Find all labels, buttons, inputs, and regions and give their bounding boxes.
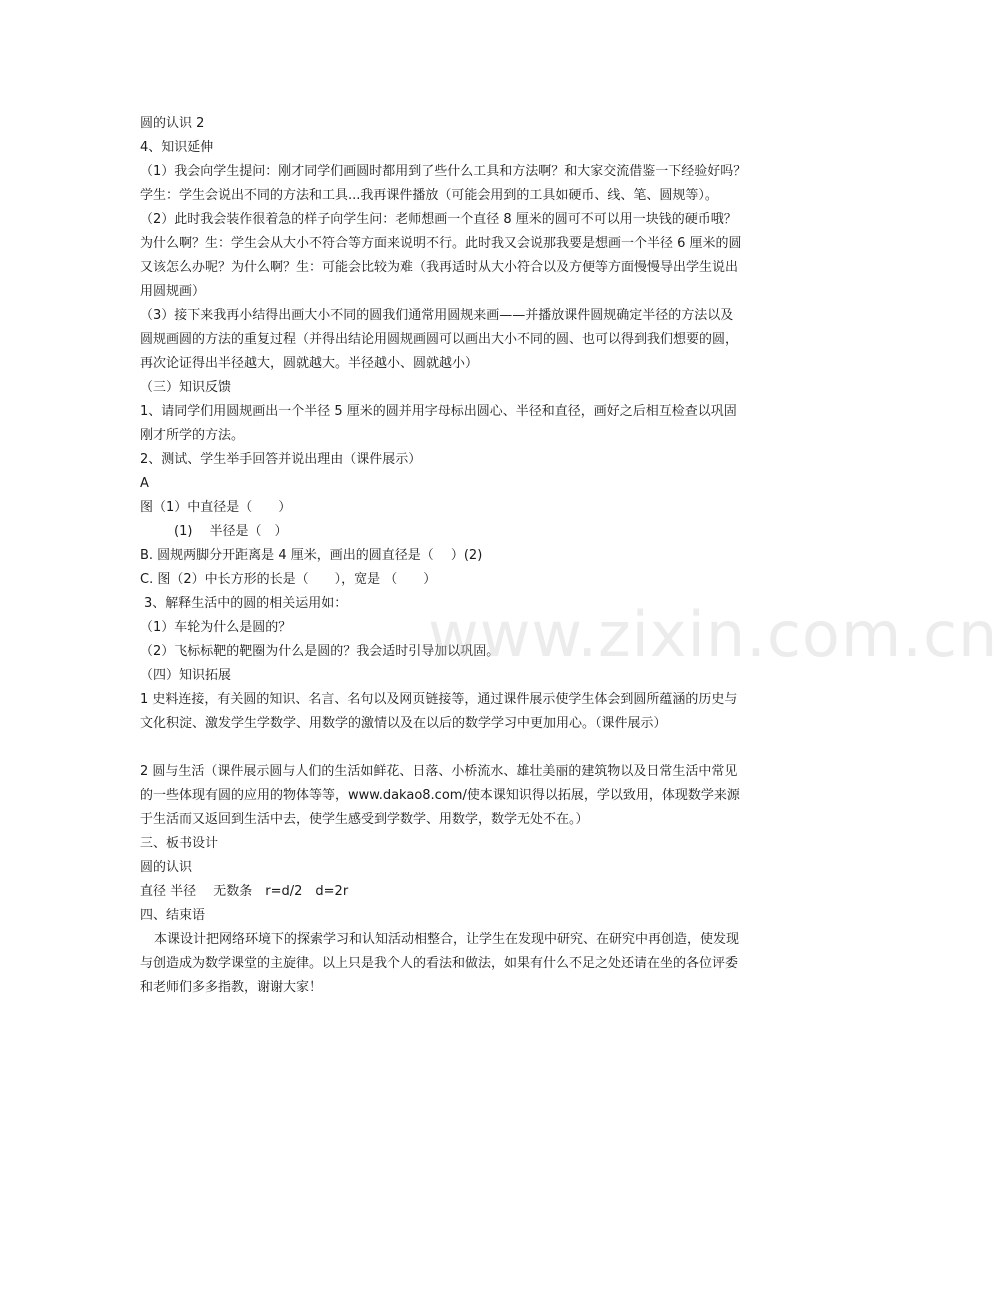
document-body	[140, 112, 788, 1000]
text-line: 刚才所学的方法。	[140, 428, 245, 443]
blank-line	[140, 736, 788, 760]
section-heading: （四）知识拓展	[140, 668, 232, 683]
text-line: 3、解释生活中的圆的相关运用如：	[144, 596, 348, 611]
text-line: (1) 半径是（ ）	[174, 524, 288, 539]
text-line: 图（1）中直径是（ ）	[140, 500, 292, 515]
text-line: （2）飞标标靶的靶圈为什么是圆的？我会适时引导加以巩固。	[140, 644, 500, 659]
text-line: 1 史料连接，有关圆的知识、名言、名句以及网页链接等，通过课件展示使学生体会到圆所蕴涵的历史与	[140, 692, 738, 707]
text-line: 文化积淀、激发学生学数学、用数学的激情以及在以后的数学学习中更加用心。（课件展示）	[140, 716, 667, 731]
section-heading: （三）知识反馈	[140, 380, 232, 395]
text-line: 1、请同学们用圆规画出一个半径 5 厘米的圆并用字母标出圆心、半径和直径，画好之后相互检查以巩固	[140, 404, 737, 419]
text-line: 圆的认识	[140, 860, 193, 875]
text-line: C. 图（2）中长方形的长是（ ），宽是 （ ）	[140, 572, 437, 587]
text-line: A	[140, 476, 149, 491]
text-line: 2 圆与生活（课件展示圆与人们的生活如鲜花、日落、小桥流水、雄壮美丽的建筑物以及日常生活中常见	[140, 764, 738, 779]
text-line: 为什么啊？生：学生会从大小不符合等方面来说明不行。此时我又会说那我要是想画一个半径 6 厘米的圆	[140, 236, 742, 251]
text-line: 2、测试、学生举手回答并说出理由（课件展示）	[140, 452, 422, 467]
watermark: www.zixin.com.cn	[428, 598, 998, 671]
text-line: （1）我会向学生提问：刚才同学们画圆时都用到了些什么工具和方法啊？和大家交流借鉴一下经验好吗？	[140, 164, 747, 179]
text-line: （3）接下来我再小结得出画大小不同的圆我们通常用圆规来画——并播放课件圆规确定半径的方法以及	[140, 308, 734, 323]
text-line: 学生：学生会说出不同的方法和工具...我再课件播放（可能会用到的工具如硬币、线、笔、圆规等）。	[140, 188, 718, 203]
text-line: 用圆规画）	[140, 284, 206, 299]
text-line: 与创造成为数学课堂的主旋律。以上只是我个人的看法和做法，如果有什么不足之处还请在坐的各位评委	[140, 956, 739, 971]
text-line: 再次论证得出半径越大，圆就越大。半径越小、圆就越小）	[140, 356, 479, 371]
text-line: 圆规画圆的方法的重复过程（并得出结论用圆规画圆可以画出大小不同的圆、也可以得到我们想要的圆，	[140, 332, 739, 347]
text-line: 和老师们多多指教，谢谢大家！	[140, 980, 323, 995]
section-heading: 三、板书设计	[140, 836, 219, 851]
text-line: 于生活而又返回到生活中去，使学生感受到学数学、用数学，数学无处不在。）	[140, 812, 589, 827]
text-line: （2）此时我会装作很着急的样子向学生问：老师想画一个直径 8 厘米的圆可不可以用一块钱的硬币哦？	[140, 212, 737, 227]
text-line: 的一些体现有圆的应用的物体等等，www.dakao8.com/使本课知识得以拓展，学以致用，体现数学来源	[140, 788, 740, 803]
text-line: 本课设计把网络环境下的探索学习和认知活动相整合，让学生在发现中研究、在研究中再创造，使发现	[154, 932, 740, 947]
text-line: （1）车轮为什么是圆的？	[140, 620, 292, 635]
section-heading: 四、结束语	[140, 908, 206, 923]
section-heading: 4、知识延伸	[140, 140, 214, 155]
formula-line: 直径 半径 无数条 r=d/2 d=2r	[140, 884, 349, 899]
doc-title: 圆的认识 2	[140, 116, 205, 131]
text-line: B. 圆规两脚分开距离是 4 厘米，画出的圆直径是（ ）(2)	[140, 548, 483, 563]
text-line: 又该怎么办呢？为什么啊？生：可能会比较为难（我再适时从大小符合以及方便等方面慢慢导出学生说出	[140, 260, 739, 275]
